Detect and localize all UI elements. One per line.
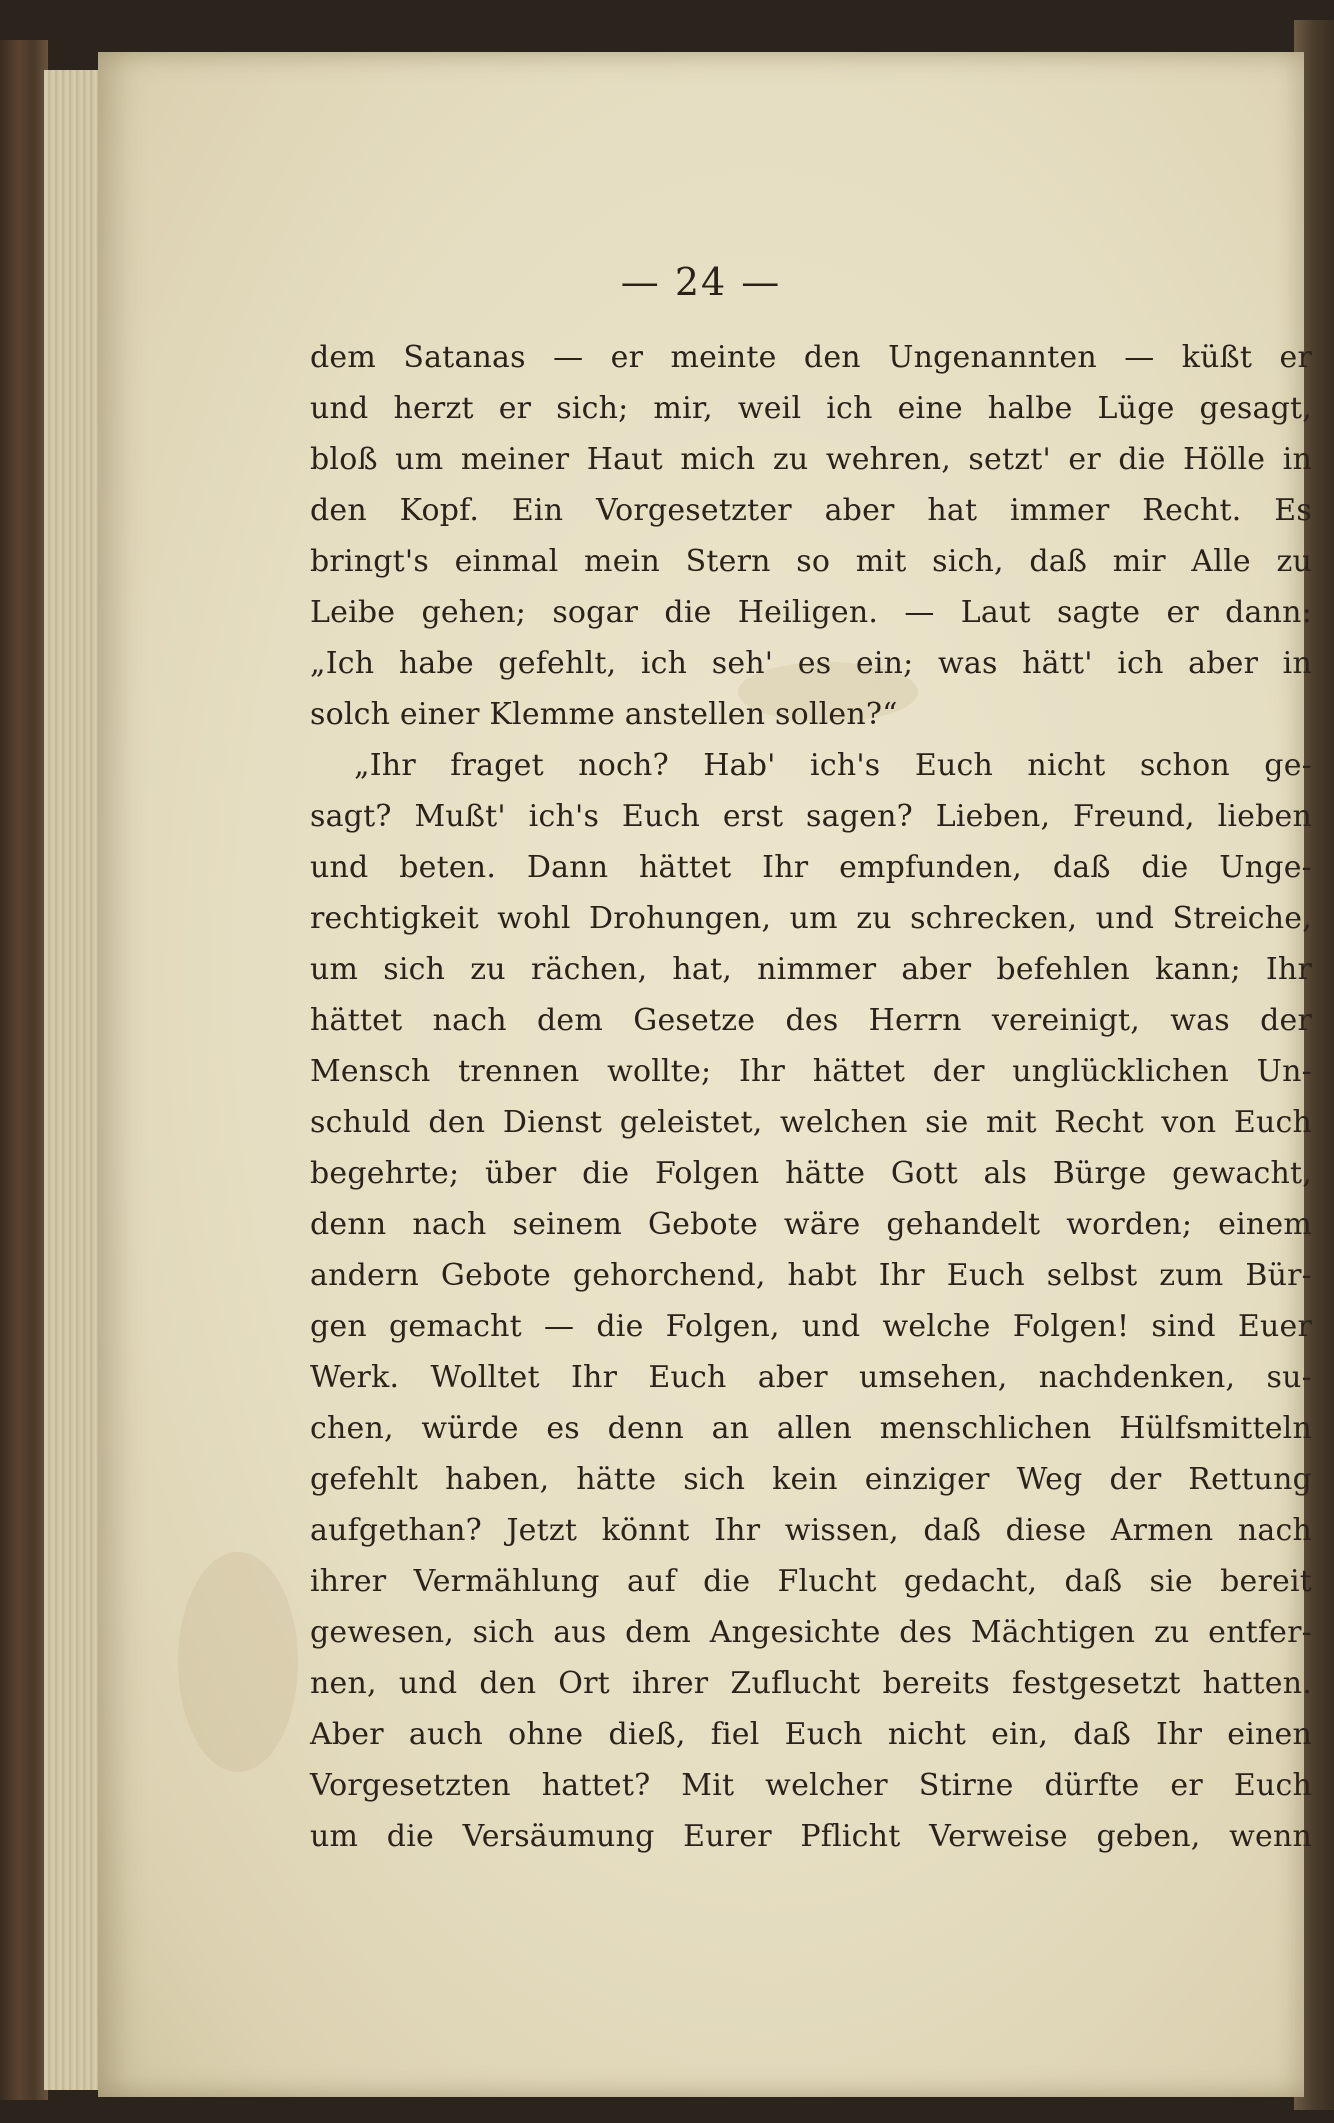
text-line: begehrte; über die Folgen hätte Gott als Bürge gewacht, bbox=[310, 1156, 1312, 1191]
text-line: bringt's einmal mein Stern so mit sich, daß mir Alle zu bbox=[310, 544, 1312, 579]
book-cover-left bbox=[0, 40, 48, 2100]
text-line: „Ihr fraget noch? Hab' ich's Euch nicht schon ge- bbox=[354, 748, 1312, 783]
text-line: dem Satanas — er meinte den Ungenannten — küßt er bbox=[310, 340, 1312, 375]
text-line: „Ich habe gefehlt, ich seh' es ein; was hätt' ich aber in bbox=[310, 646, 1312, 681]
text-line: den Kopf. Ein Vorgesetzter aber hat immer Recht. Es bbox=[310, 493, 1312, 528]
text-line: um sich zu rächen, hat, nimmer aber befehlen kann; Ihr bbox=[310, 952, 1312, 987]
text-line: gefehlt haben, hätte sich kein einziger Weg der Rettung bbox=[310, 1462, 1312, 1497]
text-line: und beten. Dann hättet Ihr empfunden, daß die Unge- bbox=[310, 850, 1312, 885]
text-line: gewesen, sich aus dem Angesichte des Mächtigen zu entfer- bbox=[310, 1615, 1312, 1650]
text-line: gen gemacht — die Folgen, und welche Folgen! sind Euer bbox=[310, 1309, 1312, 1344]
text-line: solch einer Klemme anstellen sollen?“ bbox=[310, 697, 898, 732]
text-line: aufgethan? Jetzt könnt Ihr wissen, daß diese Armen nach bbox=[310, 1513, 1312, 1548]
text-line: und herzt er sich; mir, weil ich eine halbe Lüge gesagt, bbox=[310, 391, 1312, 426]
page-number: — 24 — bbox=[620, 260, 782, 304]
text-line: denn nach seinem Gebote wäre gehandelt worden; einem bbox=[310, 1207, 1312, 1242]
text-line: Leibe gehen; sogar die Heiligen. — Laut sagte er dann: bbox=[310, 595, 1312, 630]
text-line: chen, würde es denn an allen menschlichen Hülfsmitteln bbox=[310, 1411, 1312, 1446]
text-line: um die Versäumung Eurer Pflicht Verweise geben, wenn bbox=[310, 1819, 1312, 1854]
text-line: Mensch trennen wollte; Ihr hättet der unglücklichen Un- bbox=[310, 1054, 1312, 1089]
text-line: sagt? Mußt' ich's Euch erst sagen? Lieben, Freund, lieben bbox=[310, 799, 1312, 834]
text-line: Vorgesetzten hattet? Mit welcher Stirne dürfte er Euch bbox=[310, 1768, 1312, 1803]
text-line: rechtigkeit wohl Drohungen, um zu schrecken, und Streiche, bbox=[310, 901, 1312, 936]
book-page bbox=[98, 52, 1312, 2097]
text-line: schuld den Dienst geleistet, welchen sie mit Recht von Euch bbox=[310, 1105, 1312, 1140]
text-line: Aber auch ohne dieß, fiel Euch nicht ein, daß Ihr einen bbox=[310, 1717, 1312, 1752]
text-line: nen, und den Ort ihrer Zuflucht bereits festgesetzt hatten. bbox=[310, 1666, 1312, 1701]
paper-stain bbox=[178, 1552, 298, 1772]
text-line: bloß um meiner Haut mich zu wehren, setzt' er die Hölle in bbox=[310, 442, 1312, 477]
body-text bbox=[310, 332, 1312, 1862]
page-edges bbox=[44, 70, 104, 2090]
text-line: ihrer Vermählung auf die Flucht gedacht, daß sie bereit bbox=[310, 1564, 1312, 1599]
text-line: Werk. Wolltet Ihr Euch aber umsehen, nachdenken, su- bbox=[310, 1360, 1312, 1395]
text-line: hättet nach dem Gesetze des Herrn vereinigt, was der bbox=[310, 1003, 1312, 1038]
text-line: andern Gebote gehorchend, habt Ihr Euch selbst zum Bür- bbox=[310, 1258, 1312, 1293]
